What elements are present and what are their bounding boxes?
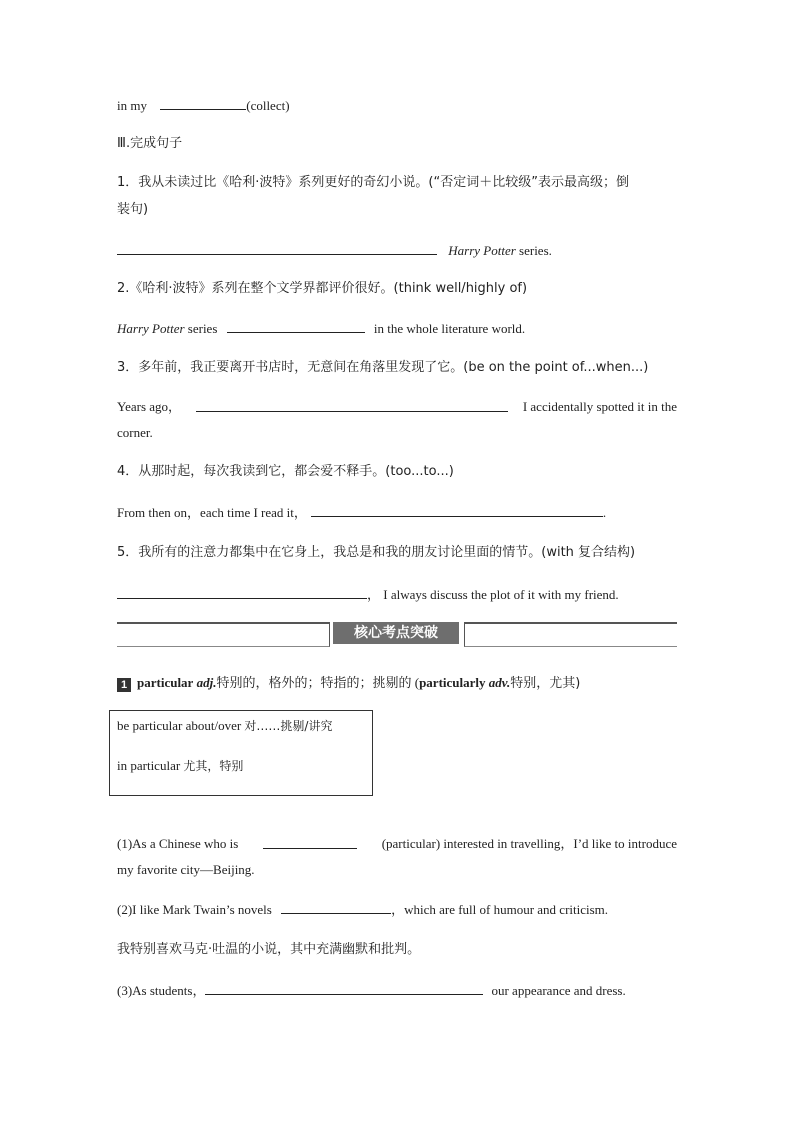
sentence-text: ， I always discuss the plot of it with my friend. xyxy=(367,587,619,602)
item-5-chinese: 5．我所有的注意力都集中在它身上，我总是和我的朋友讨论里面的情节。(with 复合结构) xyxy=(117,545,636,560)
section-title: Ⅲ.完成句子 xyxy=(117,136,183,151)
answer-blank[interactable] xyxy=(160,96,246,110)
sentence-text: . xyxy=(602,505,607,520)
item-1-chinese: 1．我从未读过比《哈利·波特》系列更好的奇幻小说。(“否定词＋比较级”表示最高级；倒 xyxy=(117,175,629,190)
sentence-text: I accidentally spotted it in the xyxy=(522,399,677,414)
sentence-text: (3)As students， xyxy=(117,983,206,998)
item-2-english xyxy=(117,319,525,338)
answer-blank[interactable] xyxy=(117,241,437,255)
item-4-chinese: 4．从那时起，每次我读到它，都会爱不释手。(too...to...) xyxy=(117,464,454,479)
item-5-english xyxy=(117,585,619,604)
phrase-chinese: 对……挑剔/讲究 xyxy=(244,719,333,733)
banner-rule-left xyxy=(117,622,330,647)
sentence-text: Years ago， xyxy=(117,399,182,414)
answer-blank[interactable] xyxy=(263,835,357,849)
part-of-speech: adj. xyxy=(196,675,217,690)
key-point-heading xyxy=(117,674,580,693)
sentence-text: (2)I like Mark Twain’s novels xyxy=(117,902,272,917)
sentence-text: (1)As a Chinese who is xyxy=(117,836,239,851)
sentence-text: our appearance and dress. xyxy=(491,983,626,998)
banner-title: 核心考点突破 xyxy=(333,622,459,644)
item-3-english-cont: corner. xyxy=(117,425,153,440)
answer-blank[interactable] xyxy=(205,981,483,995)
sentence-hint: (collect) xyxy=(246,98,290,113)
paren: ( xyxy=(411,675,420,690)
key-word: particular xyxy=(137,675,194,690)
item-1-chinese-cont: 装句) xyxy=(117,202,149,217)
book-title: Harry Potter xyxy=(117,321,185,336)
answer-blank[interactable] xyxy=(311,503,603,517)
phrase-row xyxy=(117,717,332,734)
item-1-english xyxy=(117,241,552,260)
part-of-speech: adv. xyxy=(488,675,511,690)
answer-blank[interactable] xyxy=(281,900,391,914)
sentence-text: From then on，each time I read it， xyxy=(117,505,307,520)
adverb-meaning: 特别，尤其) xyxy=(510,676,581,691)
item-2-chinese: 2.《哈利·波特》系列在整个文学界都评价很好。(think well/highly of) xyxy=(117,281,528,296)
adverb-word: particularly xyxy=(419,675,486,690)
phrase-row xyxy=(117,757,243,774)
answer-blank[interactable] xyxy=(196,398,508,412)
item-4-english xyxy=(117,503,606,522)
phrase-english: be particular about/over xyxy=(117,718,242,733)
exercise-1-cont: my favorite city—Beijing. xyxy=(117,862,255,877)
banner-rule-right xyxy=(464,622,677,647)
item-3-chinese: 3．多年前，我正要离开书店时，无意间在角落里发现了它。(be on the point of...when...) xyxy=(117,360,649,375)
answer-blank[interactable] xyxy=(227,319,365,333)
sentence-text: (particular) interested in travelling，I’d like to introduce xyxy=(381,836,677,851)
answer-blank[interactable] xyxy=(117,585,367,599)
exercise-1 xyxy=(117,835,677,853)
sentence-text: in the whole literature world. xyxy=(373,321,526,336)
exercise-2 xyxy=(117,900,608,919)
book-title: Harry Potter xyxy=(448,243,516,258)
sentence-text: in my xyxy=(117,98,147,113)
continued-sentence xyxy=(117,96,290,115)
exercise-2-chinese: 我特别喜欢马克·吐温的小说，其中充满幽默和批判。 xyxy=(117,942,421,957)
sentence-text: series. xyxy=(515,243,552,258)
exercise-3 xyxy=(117,981,626,1000)
section-banner xyxy=(117,622,677,646)
sentence-text: series xyxy=(184,321,218,336)
phrase-english: in particular xyxy=(117,758,181,773)
number-badge: 1 xyxy=(117,678,131,692)
key-meaning: 特别的，格外的；特指的；挑剔的 xyxy=(216,676,412,691)
sentence-text: ，which are full of humour and criticism. xyxy=(391,902,609,917)
phrase-box xyxy=(109,710,373,796)
phrase-chinese: 尤其，特别 xyxy=(183,759,244,773)
item-3-english xyxy=(117,398,677,416)
